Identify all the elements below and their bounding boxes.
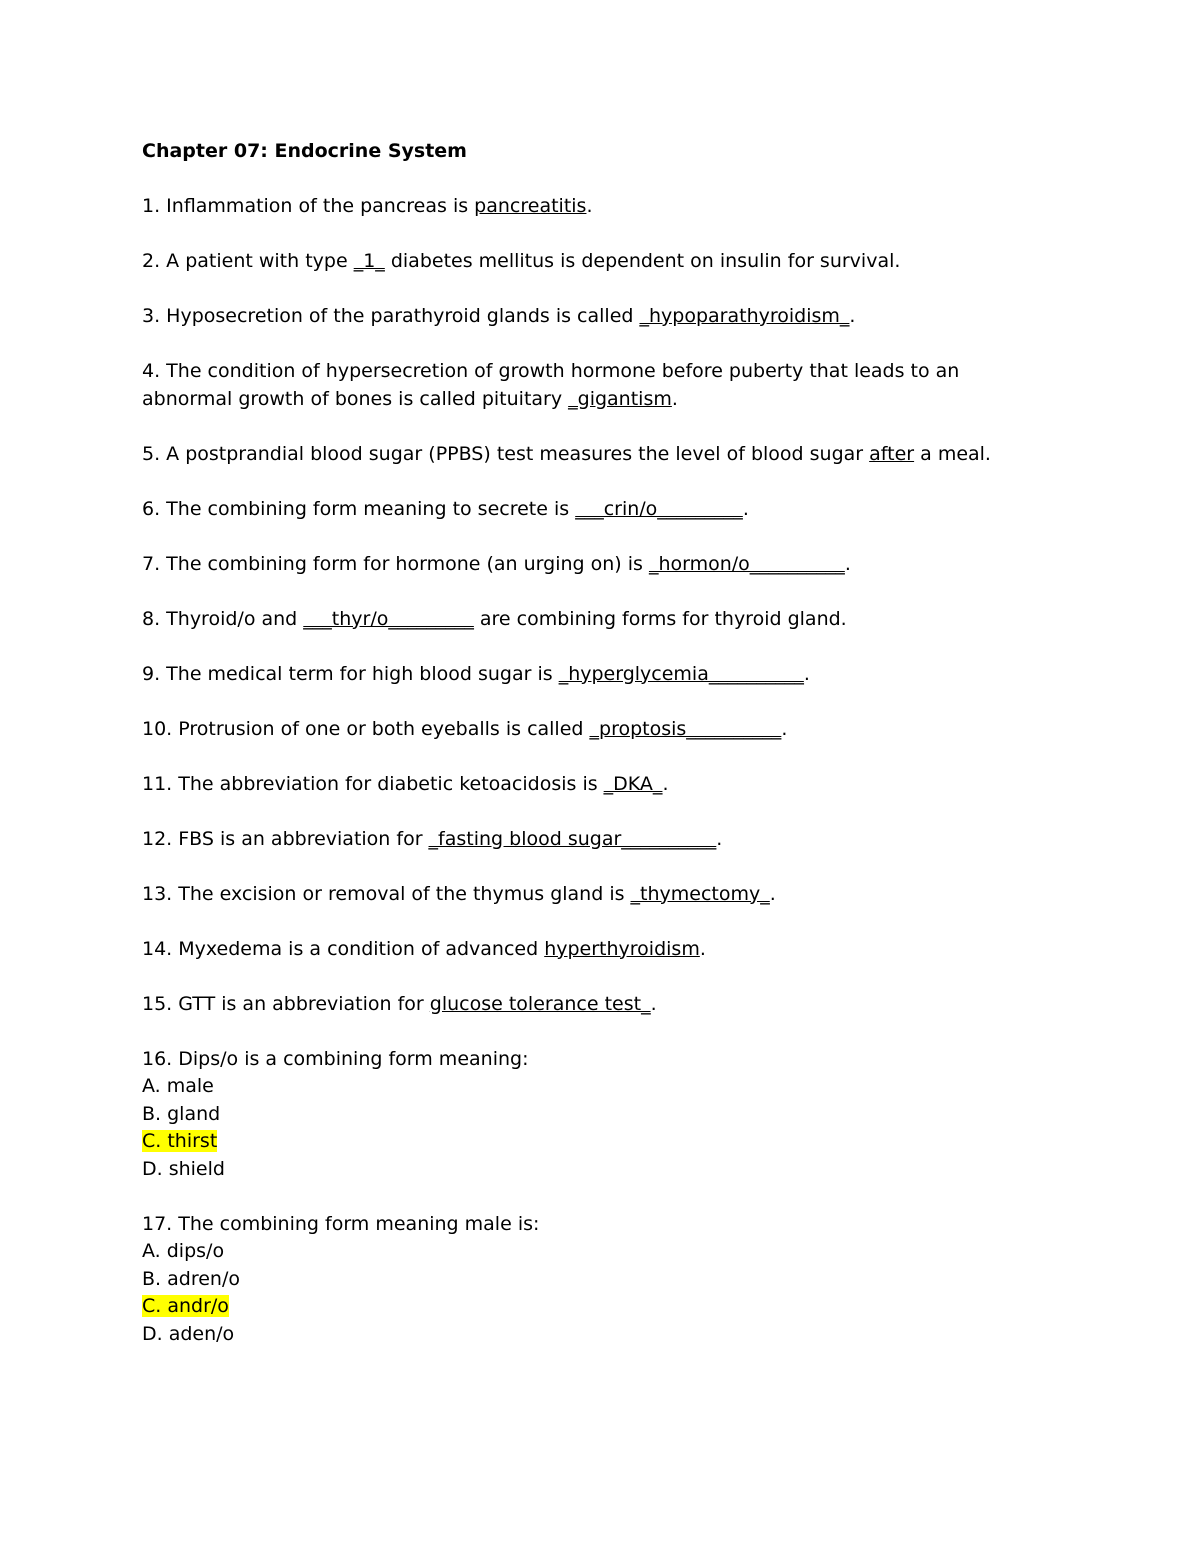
question-text: 6. The combining form meaning to secrete is: [142, 497, 576, 520]
question-16: [142, 1046, 1142, 1184]
mc-question-text: 17. The combining form meaning male is:: [142, 1212, 540, 1235]
question-5: [142, 441, 1142, 469]
question-text: 9. The medical term for high blood sugar is: [142, 662, 559, 685]
question-13: [142, 881, 1142, 909]
answer: pancreatitis: [474, 195, 587, 217]
question-text: 8. Thyroid/o and: [142, 607, 304, 630]
question-text: 13. The excision or removal of the thymus gland is: [142, 882, 631, 905]
document-page: [142, 138, 1142, 1376]
question-text: 12. FBS is an abbreviation for: [142, 827, 429, 850]
mc-option: A. dips/o: [142, 1240, 225, 1262]
question-text-line-1: 4. The condition of hypersecretion of growth hormone before puberty that leads to an: [142, 360, 960, 382]
mc-option-highlighted: C. andr/o: [142, 1295, 229, 1317]
question-text-end: .: [650, 992, 657, 1015]
question-text-end: diabetes mellitus is dependent on insulin for survival.: [384, 250, 901, 272]
question-text-end: are combining forms for thyroid gland.: [473, 607, 847, 630]
answer: hyperthyroidism: [544, 937, 700, 960]
question-text-end: .: [699, 937, 706, 960]
question-1: [142, 193, 1142, 221]
mc-option: B. adren/o: [142, 1267, 240, 1290]
answer: _gigantism: [568, 387, 672, 410]
question-text: 2. A patient with type: [142, 250, 354, 272]
question-text: 14. Myxedema is a condition of advanced: [142, 937, 545, 960]
question-text-end: .: [716, 827, 723, 850]
question-text-end: a meal.: [914, 442, 991, 465]
question-2: [142, 248, 1142, 276]
question-6: [142, 496, 1142, 524]
question-15: [142, 991, 1142, 1019]
mc-option: B. gland: [142, 1102, 221, 1125]
question-text: 3. Hyposecretion of the parathyroid glands is called: [142, 305, 640, 327]
mc-option: D. shield: [142, 1157, 225, 1180]
question-12: [142, 826, 1142, 854]
question-11: [142, 771, 1142, 799]
question-text-end: .: [803, 662, 810, 685]
question-3: [142, 303, 1142, 331]
question-text-end: .: [849, 305, 856, 327]
question-text: 15. GTT is an abbreviation for: [142, 992, 430, 1015]
question-text-end: .: [662, 772, 669, 795]
question-7: [142, 551, 1142, 579]
question-10: [142, 716, 1142, 744]
question-14: [142, 936, 1142, 964]
answer: ___thyr/o_________: [303, 607, 474, 630]
mc-question-text: 16. Dips/o is a combining form meaning:: [142, 1047, 529, 1070]
question-text: 11. The abbreviation for diabetic ketoacidosis is: [142, 772, 604, 795]
answer: glucose tolerance test_: [429, 992, 651, 1015]
question-text: abnormal growth of bones is called pituitary: [142, 387, 569, 410]
mc-option: A. male: [142, 1075, 214, 1097]
answer: _fasting blood sugar__________: [428, 827, 717, 850]
question-text-end: .: [671, 387, 678, 410]
answer: _1_: [353, 250, 385, 272]
question-text-end: .: [844, 552, 851, 575]
answer: _thymectomy_: [630, 882, 770, 905]
question-9: [142, 661, 1142, 689]
answer: ___crin/o_________: [575, 497, 743, 520]
question-text: 10. Protrusion of one or both eyeballs is called: [142, 717, 590, 740]
mc-option: D. aden/o: [142, 1322, 235, 1345]
answer: _DKA_: [603, 772, 663, 795]
question-text: 7. The combining form for hormone (an urging on) is: [142, 552, 649, 575]
question-17: [142, 1211, 1142, 1349]
mc-option-highlighted: C. thirst: [142, 1130, 218, 1152]
answer: _hormon/o__________: [648, 552, 845, 575]
answer: after: [869, 442, 915, 465]
question-4: [142, 358, 1142, 413]
answer: _hyperglycemia__________: [558, 662, 804, 685]
answer: _hypoparathyroidism_: [639, 305, 850, 327]
question-text: 5. A postprandial blood sugar (PPBS) test measures the level of blood sugar: [142, 442, 870, 465]
question-8: [142, 606, 1142, 634]
answer: _proptosis__________: [589, 717, 782, 740]
question-text-end: .: [781, 717, 788, 740]
question-text-end: .: [742, 497, 749, 520]
question-text-end: .: [586, 195, 593, 217]
page-title: Chapter 07: Endocrine System: [142, 140, 467, 162]
question-text: 1. Inflammation of the pancreas is: [142, 195, 475, 217]
question-text-end: .: [769, 882, 776, 905]
